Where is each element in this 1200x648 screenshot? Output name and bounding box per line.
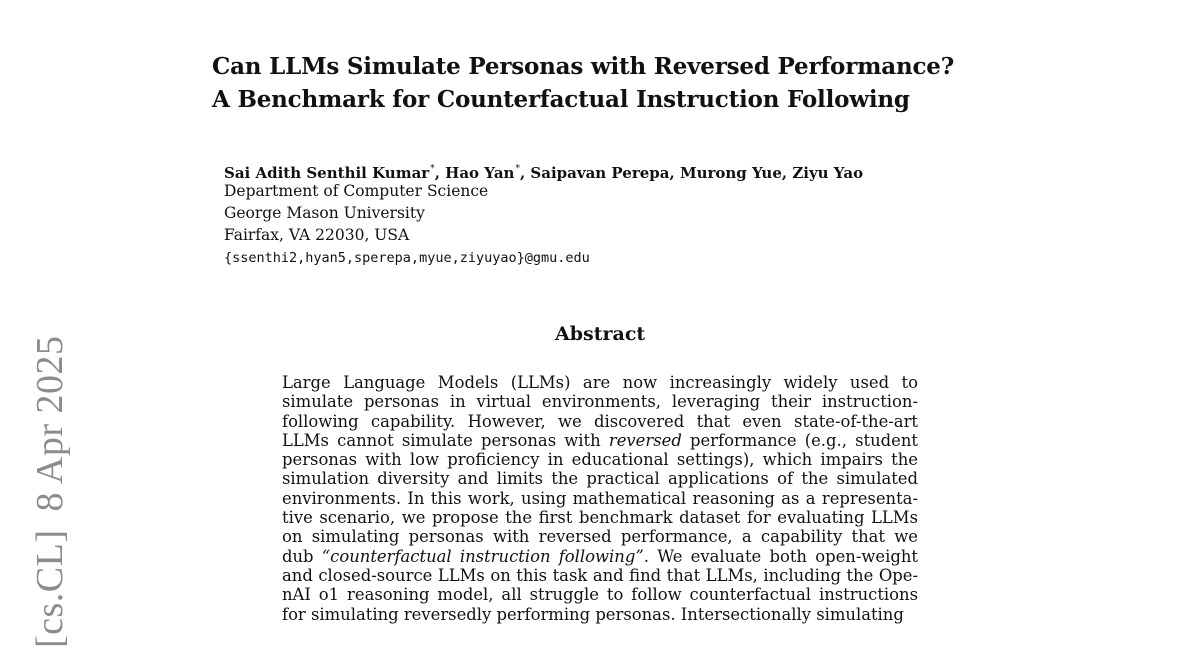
abstract-line — [282, 527, 918, 546]
university: George Mason University — [224, 204, 425, 222]
author-separator: , — [781, 164, 793, 182]
abstract-line — [282, 373, 918, 392]
paper-title — [212, 50, 954, 116]
abstract-line — [282, 585, 918, 604]
abstract-text: simulation diversity and limits the practical applications of the simulated — [282, 469, 918, 489]
abstract-text: Large Language Models (LLMs) are now increasingly widely used to — [282, 373, 918, 392]
arxiv-date: 8 Apr 2025 — [29, 335, 71, 512]
abstract-heading: Abstract — [555, 323, 646, 345]
affiliation-block — [224, 180, 590, 269]
equal-contribution-mark: * — [430, 164, 435, 174]
arxiv-side-stamp — [28, 335, 72, 648]
abstract-body — [282, 373, 918, 624]
abstract-text: . We evaluate both open-weight — [643, 546, 918, 566]
abstract-line — [282, 605, 918, 624]
abstract-text: LLMs cannot simulate personas with — [282, 430, 609, 450]
author-name: Ziyu Yao — [792, 164, 864, 182]
abstract-text: simulate personas in virtual environments, leveraging their instruction- — [282, 392, 918, 412]
author-name: Hao Yan — [445, 164, 515, 182]
author-separator: , — [434, 164, 446, 182]
author-name: Sai Adith Senthil Kumar — [224, 164, 430, 182]
equal-contribution-mark: * — [515, 164, 520, 174]
abstract-line — [282, 489, 918, 508]
arxiv-category: [cs.CL] — [29, 529, 71, 648]
author-name: Saipavan Perepa — [530, 164, 670, 182]
title-line-1: Can LLMs Simulate Personas with Reversed Performance? — [212, 53, 954, 80]
author-emails: {ssenthi2,hyan5,sperepa,myue,ziyuyao}@gmu.edu — [224, 250, 590, 266]
abstract-line — [282, 547, 918, 566]
abstract-line — [282, 450, 918, 469]
abstract-text: dub — [282, 546, 322, 566]
abstract-line — [282, 508, 918, 527]
abstract-line — [282, 431, 918, 450]
author-separator: , — [519, 164, 531, 182]
abstract-text: for simulating reversedly performing personas. Intersectionally simulating — [282, 604, 904, 624]
abstract-line — [282, 469, 918, 488]
title-line-2: A Benchmark for Counterfactual Instruction Following — [212, 86, 910, 113]
abstract-text: on simulating personas with reversed performance, a capability that we — [282, 527, 918, 547]
abstract-emphasis: reversed — [608, 430, 682, 450]
department: Department of Computer Science — [224, 182, 489, 200]
abstract-line — [282, 566, 918, 585]
abstract-text: and closed-source LLMs on this task and find that LLMs, including the Ope- — [282, 565, 918, 585]
abstract-line — [282, 392, 918, 411]
abstract-emphasis: “counterfactual instruction following” — [321, 546, 644, 566]
author-separator: , — [669, 164, 680, 182]
abstract-text: tive scenario, we propose the first benchmark dataset for evaluating LLMs — [282, 508, 918, 528]
author-name: Murong Yue — [679, 164, 782, 182]
abstract-text: environments. In this work, using mathematical reasoning as a representa- — [282, 488, 918, 508]
abstract-text: performance (e.g., student — [681, 430, 918, 450]
abstract-text: personas with low proficiency in educational settings), which impairs the — [282, 450, 918, 470]
address: Fairfax, VA 22030, USA — [224, 226, 410, 244]
abstract-text: nAI o1 reasoning model, all struggle to follow counterfactual instructions — [282, 585, 918, 605]
abstract-text: following capability. However, we discovered that even state-of-the-art — [282, 411, 918, 431]
abstract-line — [282, 412, 918, 431]
